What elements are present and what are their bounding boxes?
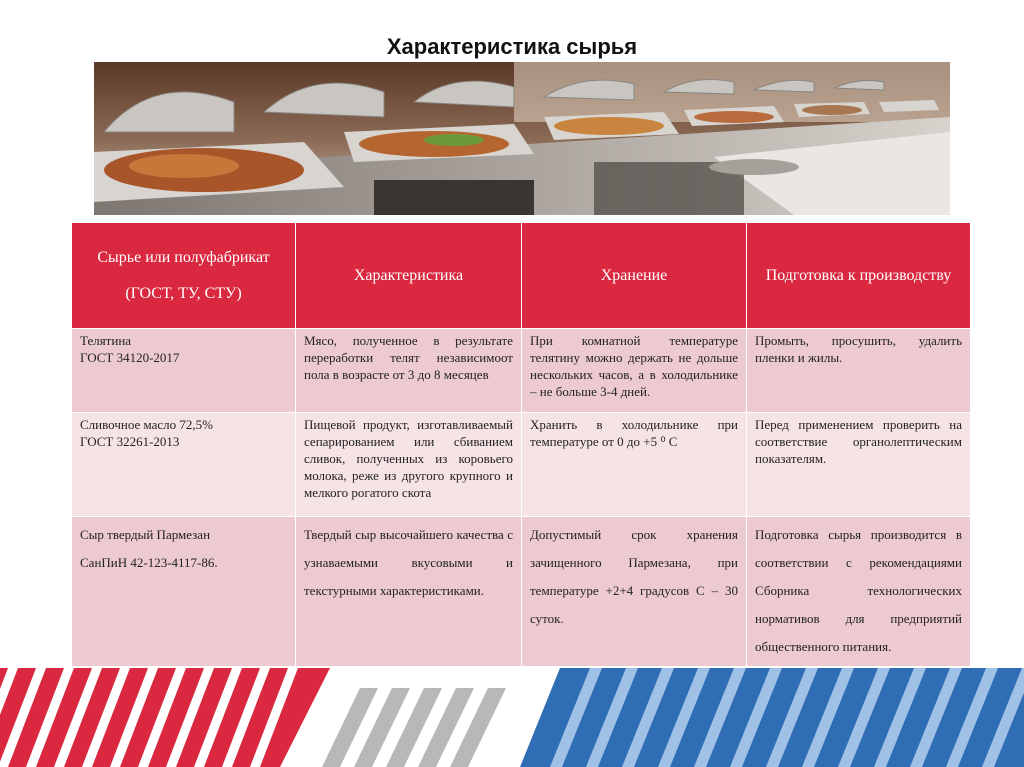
preparation-cell: Перед применением проверить на соответствие органолептическим показателям. [755, 417, 962, 466]
table-row [72, 517, 971, 667]
table-row [72, 329, 971, 413]
raw-material-cell: Телятина ГОСТ 34120-2017 [80, 333, 180, 365]
raw-materials-table [71, 222, 971, 667]
preparation-cell: Промыть, просушить, удалить пленки и жилы. [755, 333, 962, 365]
decorative-stripes [0, 668, 1024, 767]
storage-cell: Хранить в холодильнике при температуре от 0 до +5 ⁰ С [530, 417, 738, 449]
header-raw-material: Сырье или полуфабрикат (ГОСТ, ТУ, СТУ) [72, 223, 296, 329]
slide-title: Характеристика сырья [386, 34, 638, 59]
buffet-food-photo [94, 62, 950, 215]
storage-cell: Допустимый срок хранения зачищенного Пармезана, при температуре +2+4 градусов С – 30 суток. [530, 527, 738, 626]
storage-cell: При комнатной температуре телятину можно держать не дольше нескольких часов, а в холодильнике – не больше 3-4 дней. [530, 333, 738, 399]
table-row [72, 413, 971, 517]
header-storage: Хранение [522, 223, 747, 329]
preparation-cell: Подготовка сырья производится в соответствии с рекомендациями Сборника технологических нормативов для предприятий общественного питания. [755, 527, 962, 654]
header-preparation: Подготовка к производству [747, 223, 971, 329]
raw-material-cell: Сыр твердый Пармезан СанПиН 42-123-4117-86. [80, 527, 218, 570]
characteristic-cell: Твердый сыр высочайшего качества с узнаваемыми вкусовыми и текстурными характеристиками. [304, 527, 513, 598]
raw-material-cell: Сливочное масло 72,5% ГОСТ 32261-2013 [80, 417, 213, 449]
characteristic-cell: Пищевой продукт, изготавливаемый сепарированием или сбиванием сливок, полученных из коровьего молока, реже из другого крупного и мелкого рогатого скота [304, 417, 513, 500]
header-characteristic: Характеристика [296, 223, 522, 329]
characteristic-cell: Мясо, полученное в результате переработки телят независимоот пола в возрасте от 3 до 8 месяцев [304, 333, 513, 382]
